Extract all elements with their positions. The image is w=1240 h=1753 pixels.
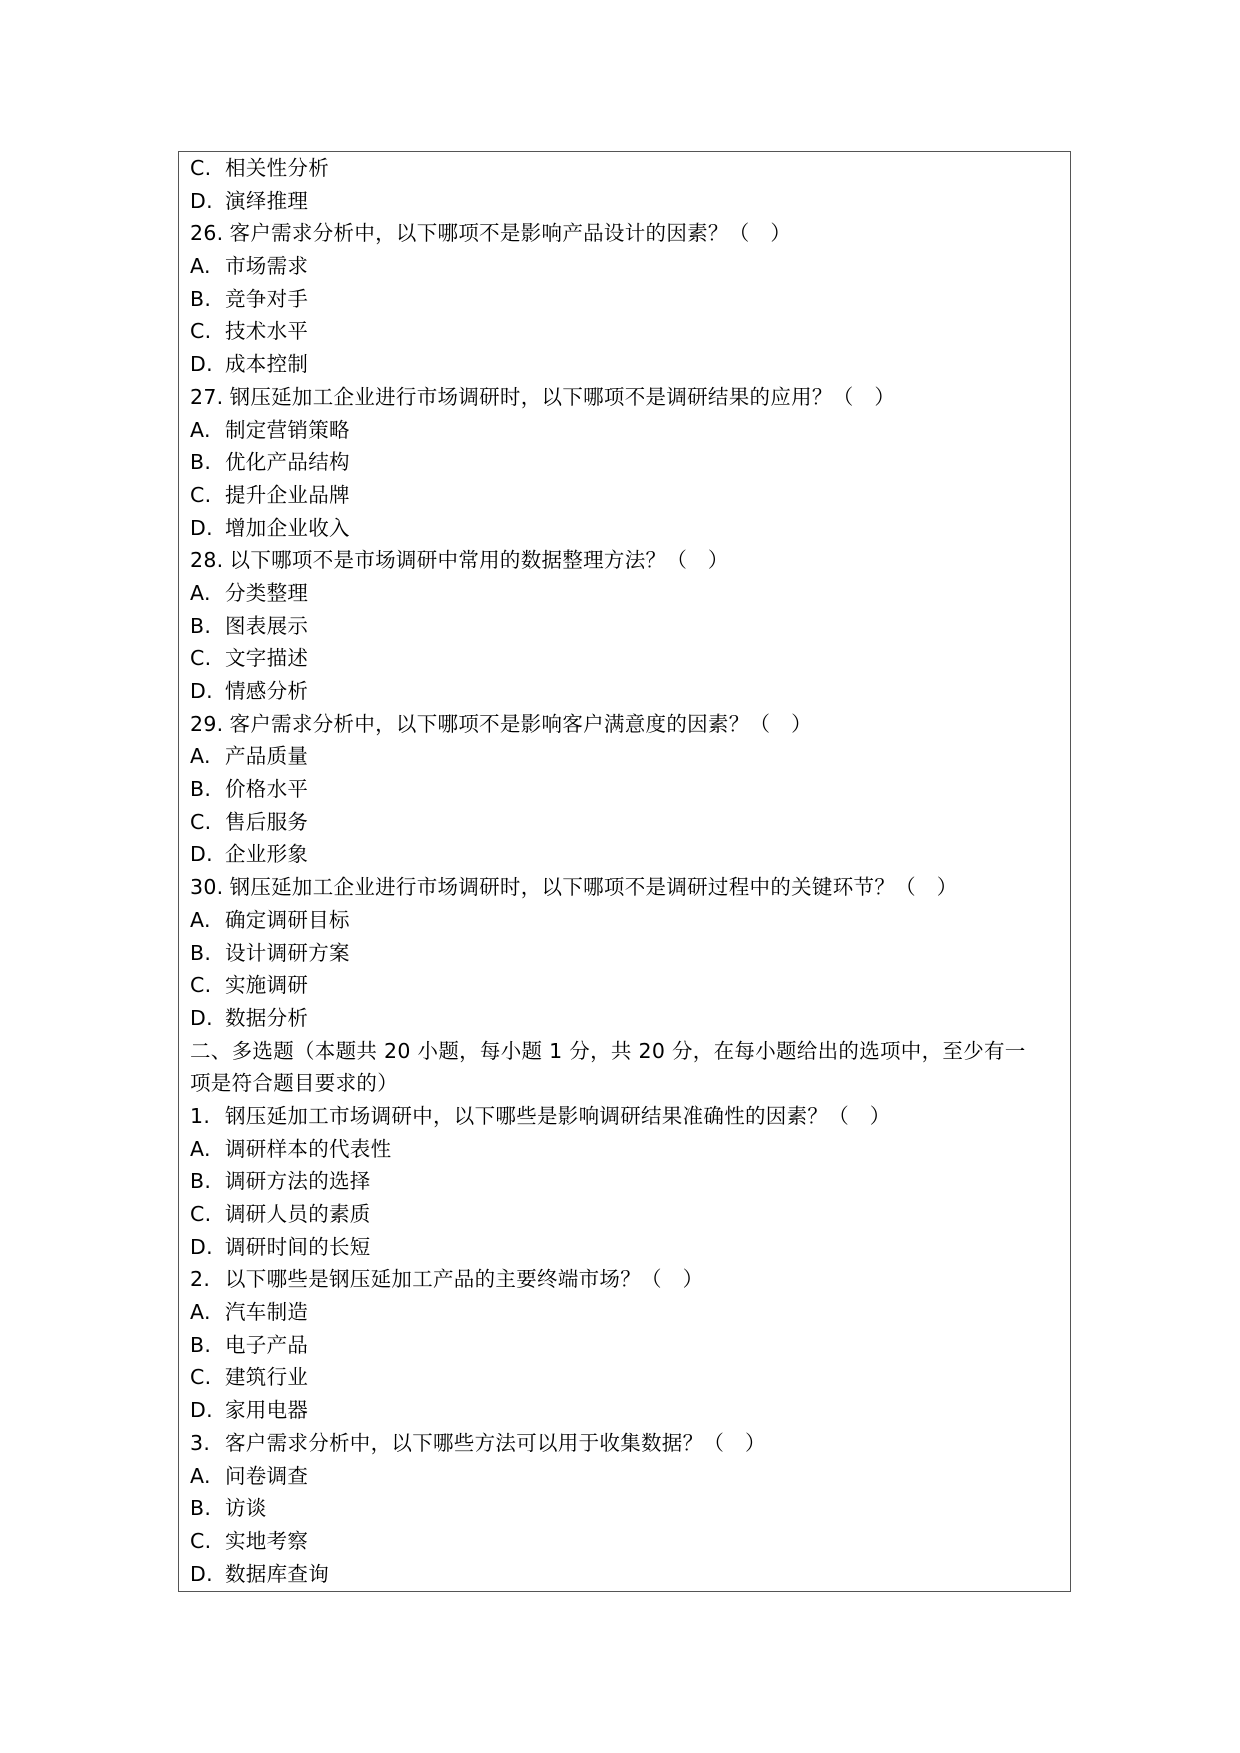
item-text: 情感分析 xyxy=(225,679,309,703)
item-label: C. xyxy=(190,1365,212,1390)
item-label: A. xyxy=(190,254,211,279)
section-heading-line xyxy=(190,1067,1060,1100)
option-line xyxy=(190,1361,1060,1394)
option-line xyxy=(190,1296,1060,1329)
option-line xyxy=(190,1525,1060,1558)
item-label: B. xyxy=(190,1332,212,1357)
option-line xyxy=(190,642,1060,675)
item-text: 建筑行业 xyxy=(225,1365,309,1390)
item-text: 文字描述 xyxy=(225,646,309,671)
option-line xyxy=(190,1394,1060,1427)
item-text: 项是符合题目要求的） xyxy=(190,1071,398,1096)
item-text: 技术水平 xyxy=(225,319,309,344)
question-line xyxy=(190,871,1060,904)
item-label: B. xyxy=(190,613,212,638)
item-text: 提升企业品牌 xyxy=(225,482,350,507)
item-text: 家用电器 xyxy=(225,1398,309,1423)
item-text: 二、多选题（本题共 20 小题，每小题 1 分，共 20 分，在每小题给出的选项中，至少有一 xyxy=(190,1038,1026,1063)
item-text: 以下哪些是钢压延加工产品的主要终端市场？（ ） xyxy=(225,1267,704,1292)
item-text: 实地考察 xyxy=(225,1528,309,1553)
item-label: 28. xyxy=(190,548,224,573)
item-text: 相关性分析 xyxy=(225,156,329,180)
item-text: 客户需求分析中，以下哪项不是影响产品设计的因素？（ ） xyxy=(229,221,792,246)
option-line xyxy=(190,969,1060,1002)
question-line xyxy=(190,544,1060,577)
question-line xyxy=(190,1100,1060,1133)
item-text: 访谈 xyxy=(225,1496,267,1521)
item-text: 竞争对手 xyxy=(225,286,309,311)
question-line xyxy=(190,217,1060,250)
item-label: 27. xyxy=(190,384,224,409)
item-label: A. xyxy=(190,1136,211,1161)
item-text: 钢压延加工市场调研中，以下哪些是影响调研结果准确性的因素？（ ） xyxy=(225,1103,891,1128)
item-label: C. xyxy=(190,319,212,344)
option-line xyxy=(190,675,1060,708)
item-label: D. xyxy=(190,842,213,867)
item-label: B. xyxy=(190,1169,212,1194)
option-line xyxy=(190,773,1060,806)
item-label: B. xyxy=(190,286,212,311)
option-line xyxy=(190,283,1060,316)
option-line xyxy=(190,904,1060,937)
option-line xyxy=(190,1002,1060,1035)
item-label: C. xyxy=(190,646,212,671)
item-label: A. xyxy=(190,580,211,605)
item-label: D. xyxy=(190,188,213,213)
item-text: 分类整理 xyxy=(225,580,309,605)
item-label: D. xyxy=(190,352,213,377)
item-label: C. xyxy=(190,973,212,998)
item-label: 29. xyxy=(190,711,224,736)
item-label: 26. xyxy=(190,221,224,246)
option-line xyxy=(190,152,1060,185)
option-line xyxy=(190,610,1060,643)
option-line xyxy=(190,348,1060,381)
item-text: 设计调研方案 xyxy=(225,940,350,965)
item-label: A. xyxy=(190,907,211,932)
item-label: D. xyxy=(190,1005,213,1030)
item-text: 制定营销策略 xyxy=(225,417,350,442)
item-text: 钢压延加工企业进行市场调研时，以下哪项不是调研过程中的关键环节？（ ） xyxy=(229,875,958,900)
item-label: C. xyxy=(190,156,212,180)
item-label: B. xyxy=(190,777,212,802)
item-text: 价格水平 xyxy=(225,777,309,802)
option-line xyxy=(190,937,1060,970)
item-label: 1. xyxy=(190,1103,211,1128)
option-line xyxy=(190,1492,1060,1525)
item-text: 演绎推理 xyxy=(225,188,309,213)
option-line xyxy=(190,512,1060,545)
option-line xyxy=(190,1165,1060,1198)
option-line xyxy=(190,414,1060,447)
question-line xyxy=(190,708,1060,741)
item-label: D. xyxy=(190,679,213,703)
item-label: 30. xyxy=(190,875,224,900)
item-label: B. xyxy=(190,450,212,475)
item-text: 调研样本的代表性 xyxy=(225,1136,392,1161)
item-label: D. xyxy=(190,1561,213,1586)
question-line xyxy=(190,1263,1060,1296)
item-text: 优化产品结构 xyxy=(225,450,350,475)
option-line xyxy=(190,1329,1060,1362)
option-line xyxy=(190,577,1060,610)
option-line xyxy=(190,1460,1060,1493)
item-label: A. xyxy=(190,1463,211,1488)
item-text: 客户需求分析中，以下哪项不是影响客户满意度的因素？（ ） xyxy=(229,711,812,736)
option-line xyxy=(190,1133,1060,1166)
item-label: 2. xyxy=(190,1267,211,1292)
item-text: 图表展示 xyxy=(225,613,309,638)
item-label: C. xyxy=(190,1528,212,1553)
document-body xyxy=(190,152,1060,1590)
item-text: 调研时间的长短 xyxy=(225,1234,371,1259)
item-text: 成本控制 xyxy=(225,352,309,377)
item-label: B. xyxy=(190,940,212,965)
option-line xyxy=(190,479,1060,512)
item-text: 调研方法的选择 xyxy=(225,1169,371,1194)
item-label: B. xyxy=(190,1496,212,1521)
item-text: 数据库查询 xyxy=(225,1561,329,1586)
item-label: C. xyxy=(190,809,212,834)
item-text: 调研人员的素质 xyxy=(225,1202,371,1226)
item-text: 实施调研 xyxy=(225,973,309,998)
item-text: 数据分析 xyxy=(225,1005,309,1030)
item-label: D. xyxy=(190,1398,213,1423)
item-label: D. xyxy=(190,1234,213,1259)
item-label: D. xyxy=(190,515,213,540)
item-text: 电子产品 xyxy=(225,1332,309,1357)
item-label: C. xyxy=(190,482,212,507)
item-text: 钢压延加工企业进行市场调研时，以下哪项不是调研结果的应用？（ ） xyxy=(229,384,896,409)
item-text: 问卷调查 xyxy=(225,1463,309,1488)
option-line xyxy=(190,446,1060,479)
item-text: 客户需求分析中，以下哪些方法可以用于收集数据？（ ） xyxy=(225,1430,766,1455)
item-text: 企业形象 xyxy=(225,842,309,867)
item-label: A. xyxy=(190,744,211,769)
option-line xyxy=(190,250,1060,283)
item-label: C. xyxy=(190,1202,212,1226)
option-line xyxy=(190,185,1060,218)
option-line xyxy=(190,740,1060,773)
section-heading-line xyxy=(190,1035,1060,1068)
option-line xyxy=(190,1231,1060,1264)
option-line xyxy=(190,315,1060,348)
item-label: 3. xyxy=(190,1430,211,1455)
item-text: 以下哪项不是市场调研中常用的数据整理方法？（ ） xyxy=(229,548,729,573)
question-line xyxy=(190,1427,1060,1460)
item-text: 产品质量 xyxy=(225,744,309,769)
item-text: 市场需求 xyxy=(225,254,309,279)
option-line xyxy=(190,1558,1060,1591)
item-text: 确定调研目标 xyxy=(225,907,350,932)
item-text: 售后服务 xyxy=(225,809,309,834)
item-label: A. xyxy=(190,1300,211,1325)
option-line xyxy=(190,1198,1060,1231)
item-label: A. xyxy=(190,417,211,442)
item-text: 汽车制造 xyxy=(225,1300,309,1325)
option-line xyxy=(190,838,1060,871)
option-line xyxy=(190,806,1060,839)
question-line xyxy=(190,381,1060,414)
item-text: 增加企业收入 xyxy=(225,515,350,540)
